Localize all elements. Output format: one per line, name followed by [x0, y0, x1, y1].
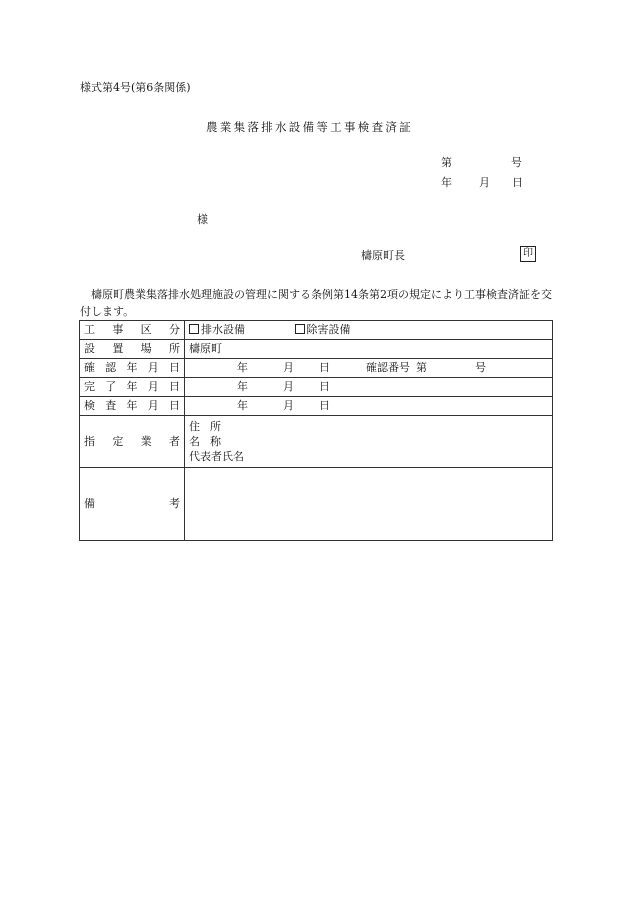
label-char: 確 [84, 361, 95, 375]
label-char: 備 [84, 497, 95, 511]
confirm-number-suffix: 号 [475, 361, 486, 375]
label-char: 工 [84, 323, 95, 337]
completion-year: 年 [237, 380, 248, 394]
value-confirm-date [185, 359, 553, 378]
confirm-number-label: 確認番号 [366, 361, 410, 375]
row-contractor [80, 416, 553, 468]
checkbox-drainage[interactable] [189, 324, 199, 334]
label-char: 月 [147, 361, 159, 375]
issue-date-month: 月 [479, 176, 490, 189]
label-char: 月 [147, 380, 159, 394]
label-char: 分 [168, 323, 180, 337]
label-char: 考 [169, 497, 180, 511]
label-char: 事 [112, 323, 124, 337]
label-char: 認 [105, 361, 117, 375]
label-char: 設 [84, 342, 95, 356]
confirm-month: 月 [283, 361, 294, 375]
label-char: 年 [126, 399, 138, 413]
label-completion-date [80, 378, 185, 397]
label-char: 検 [84, 399, 95, 413]
option-drainage-label: 排水設備 [201, 323, 245, 337]
label-char: 日 [169, 399, 180, 413]
row-remarks [80, 468, 553, 541]
document-number-suffix: 号 [511, 156, 522, 169]
label-char: 日 [169, 361, 180, 375]
label-char: 査 [105, 399, 117, 413]
row-location [80, 340, 553, 359]
row-work-type [80, 321, 553, 340]
label-char: 業 [140, 434, 152, 448]
completion-day: 日 [319, 380, 330, 394]
confirm-year: 年 [237, 361, 248, 375]
completion-month: 月 [283, 380, 294, 394]
issuer-title: 檮原町長 [361, 249, 405, 262]
label-location [80, 340, 185, 359]
label-char: 区 [140, 323, 152, 337]
label-char: 年 [126, 380, 138, 394]
form-number: 様式第4号(第6条関係) [80, 81, 191, 94]
label-char: 指 [84, 434, 95, 448]
value-remarks [185, 468, 553, 541]
label-char: 名 [189, 435, 200, 448]
label-char: 日 [169, 380, 180, 394]
confirm-number-prefix: 第 [416, 361, 427, 375]
label-char: 場 [140, 342, 152, 356]
label-char: 者 [168, 434, 180, 448]
label-char: 月 [147, 399, 159, 413]
row-completion-date [80, 378, 553, 397]
option-pollution-removal-label: 除害設備 [306, 323, 351, 337]
row-inspection-date [80, 397, 553, 416]
label-char: 所 [168, 342, 180, 356]
confirm-day: 日 [319, 361, 330, 375]
label-confirm-date [80, 359, 185, 378]
label-work-type [80, 321, 185, 340]
label-char: 年 [126, 361, 138, 375]
contractor-name-label [189, 434, 548, 449]
label-char: 了 [105, 380, 117, 394]
label-char: 住 [189, 420, 200, 433]
row-confirm-date [80, 359, 553, 378]
inspection-day: 日 [319, 399, 330, 413]
label-char: 完 [84, 380, 95, 394]
inspection-month: 月 [283, 399, 294, 413]
label-char: 所 [210, 420, 221, 433]
label-contractor [80, 416, 185, 468]
value-location: 檮原町 [185, 340, 553, 359]
seal-mark: 印 [520, 246, 536, 262]
issue-date-year: 年 [441, 176, 452, 189]
inspection-year: 年 [237, 399, 248, 413]
checkbox-pollution-removal[interactable] [295, 324, 305, 334]
recipient-honorific: 様 [197, 213, 208, 226]
document-title: 農業集落排水設備等工事検査済証 [206, 120, 413, 134]
label-char: 定 [112, 434, 124, 448]
contractor-representative-label: 代表者氏名 [189, 450, 244, 463]
value-contractor [185, 416, 553, 468]
issue-date [441, 177, 523, 188]
issue-date-day: 日 [512, 176, 523, 189]
label-remarks [80, 468, 185, 541]
body-text: 檮原町農業集落排水処理施設の管理に関する条例第14条第2項の規定により工事検査済証を交付します。 [80, 288, 552, 318]
label-char: 称 [210, 435, 221, 448]
contractor-address-label [189, 419, 548, 434]
document-number-prefix: 第 [441, 156, 452, 169]
label-char: 置 [112, 342, 124, 356]
value-inspection-date [185, 397, 553, 416]
label-inspection-date [80, 397, 185, 416]
value-work-type [185, 321, 553, 340]
inspection-form-table [79, 320, 553, 541]
value-completion-date [185, 378, 553, 397]
